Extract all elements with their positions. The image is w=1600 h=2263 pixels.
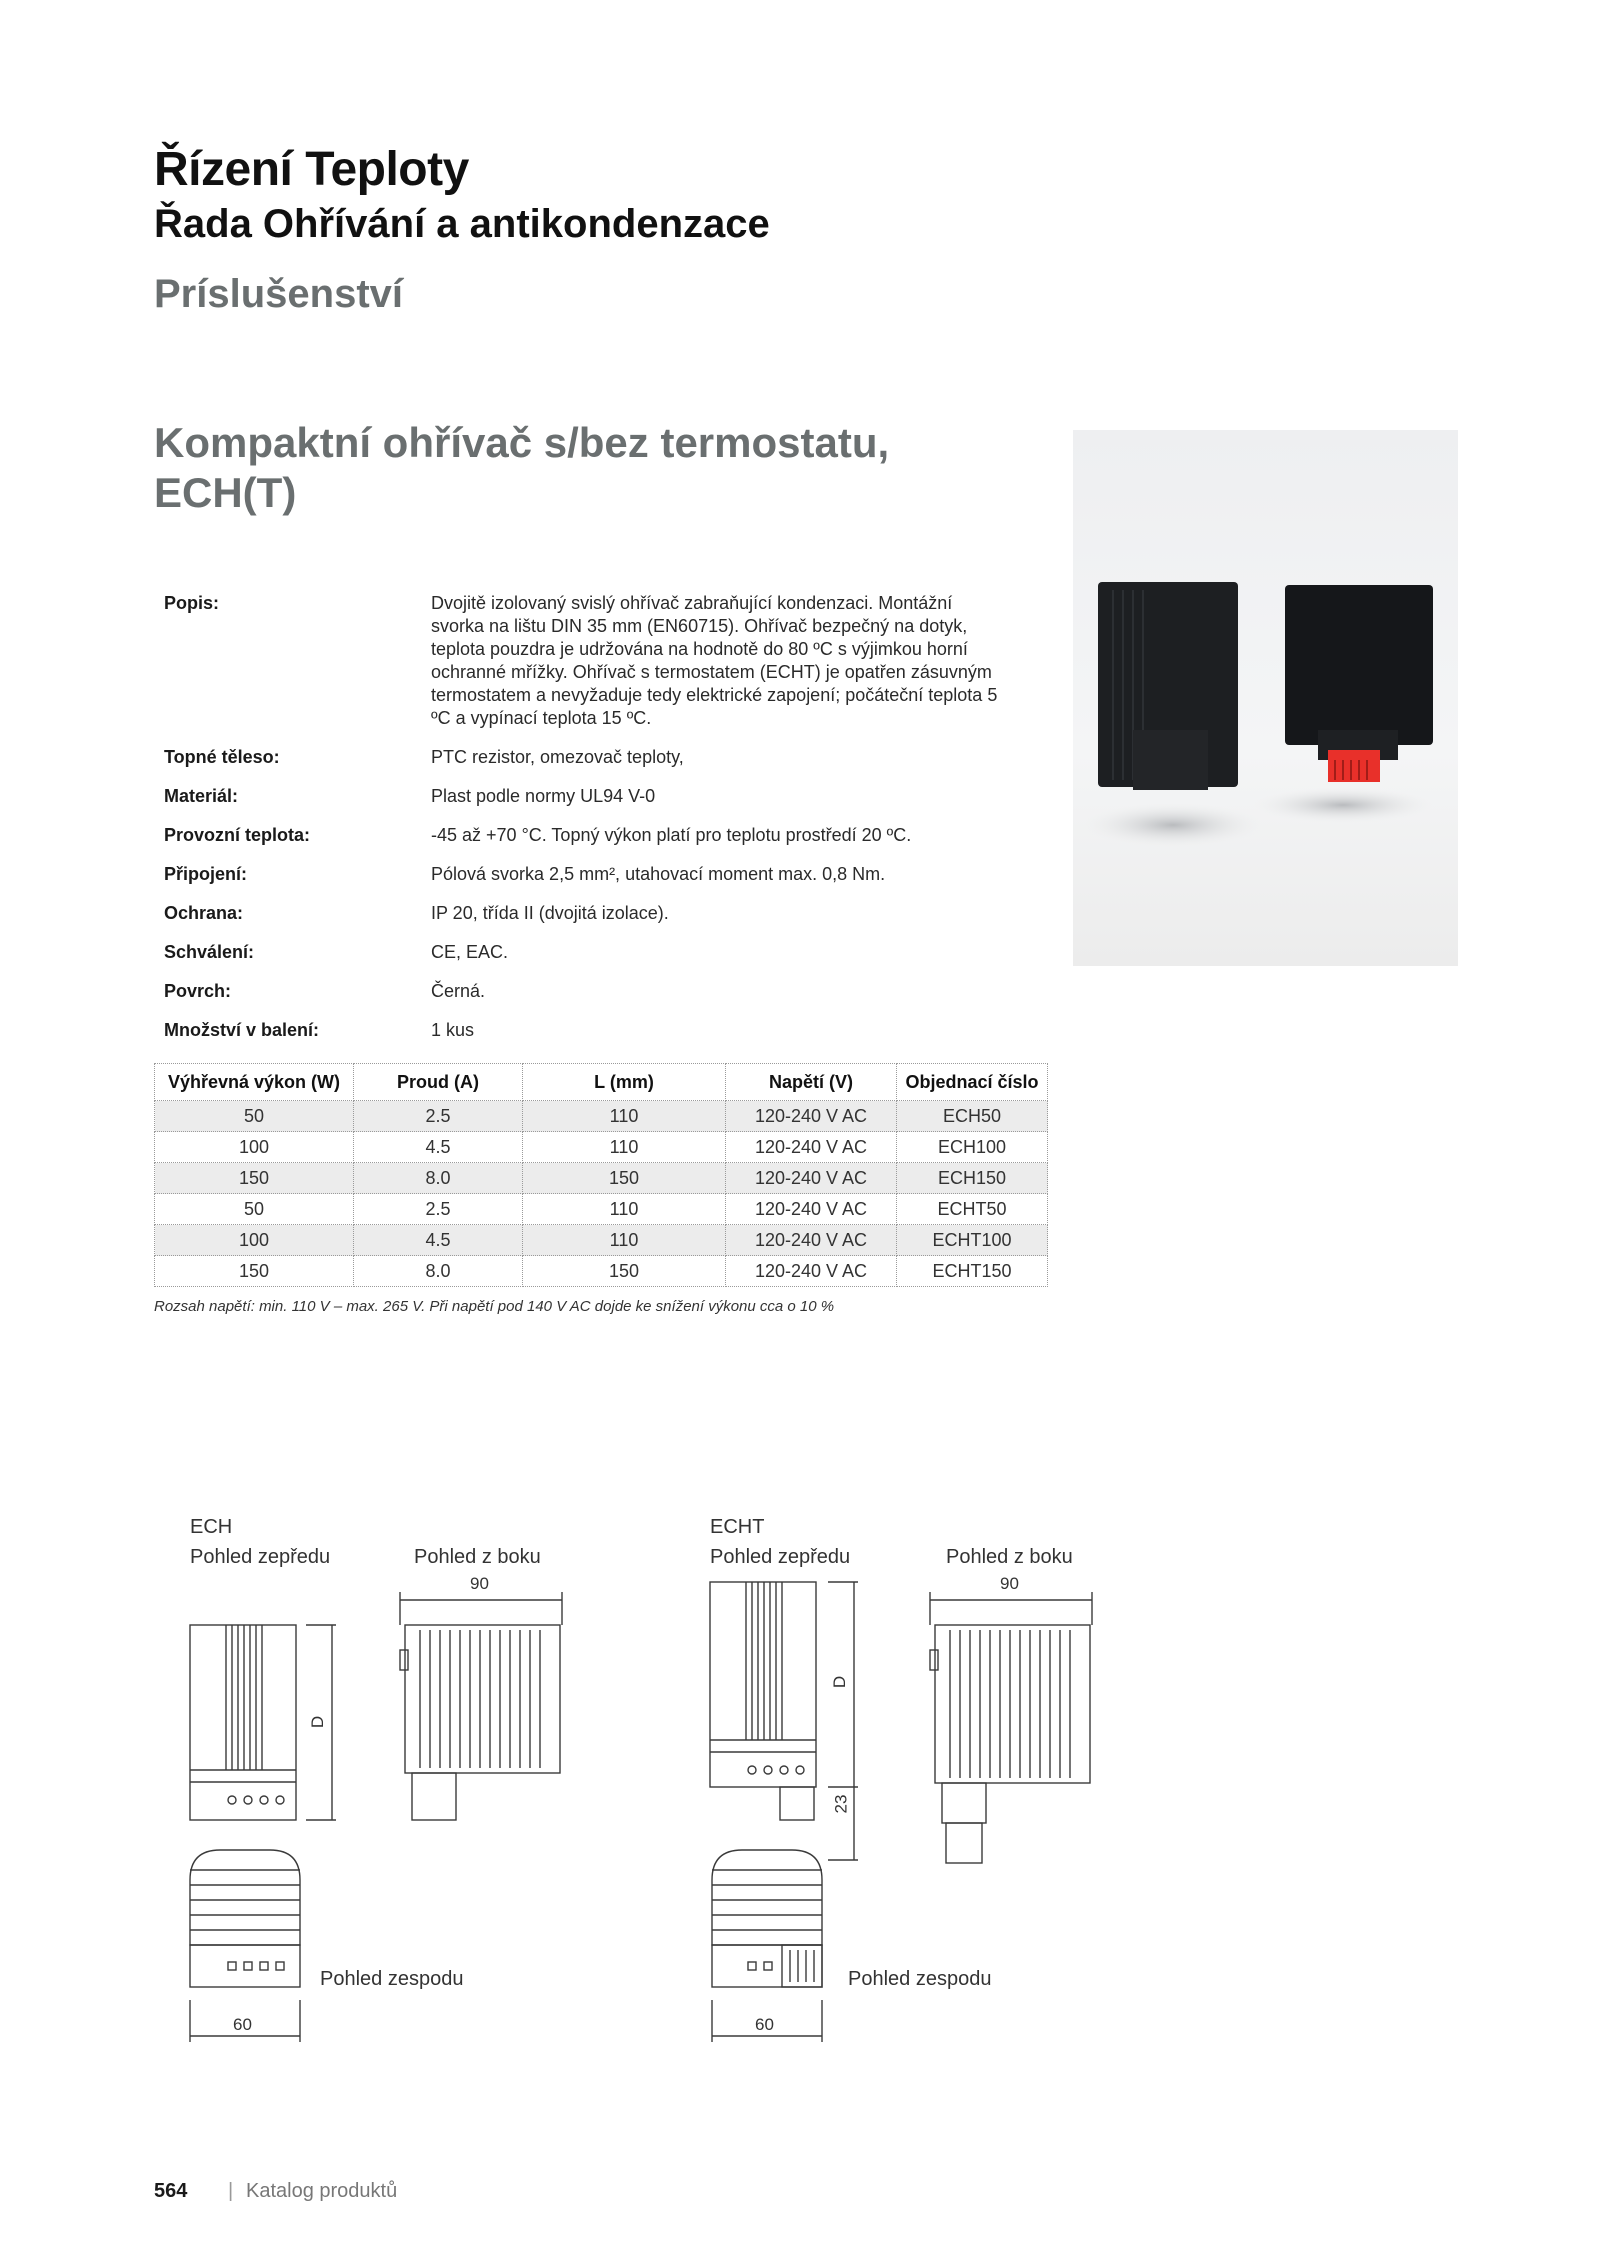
table-cell: 110: [523, 1225, 726, 1256]
section-title: Príslušenství: [154, 272, 404, 316]
spec-label: Popis:: [164, 593, 220, 613]
spec-value: CE, EAC.: [431, 942, 509, 962]
spec-value: Pólová svorka 2,5 mm², utahovací moment max. 0,8 Nm.: [431, 864, 886, 884]
table-cell: 2.5: [354, 1101, 523, 1132]
column-header: Napětí (V): [726, 1064, 897, 1101]
table-cell: 110: [523, 1194, 726, 1225]
echt-side-dimension: 90: [1000, 1574, 1019, 1593]
spec-value: IP 20, třída II (dvojitá izolace).: [431, 903, 669, 923]
echt-plug-dimension: 23: [831, 1794, 851, 1814]
table-cell: 4.5: [354, 1225, 523, 1256]
table-cell: 8.0: [354, 1256, 523, 1287]
spec-value: PTC rezistor, omezovač teploty,: [431, 747, 684, 767]
spec-label: Provozní teplota:: [164, 825, 311, 845]
spec-label: Topné těleso:: [164, 747, 280, 767]
table-cell: 150: [523, 1256, 726, 1287]
table-cell: 150: [155, 1163, 354, 1194]
table-cell: ECHT150: [897, 1256, 1048, 1287]
ech-bottom-label: Pohled zespodu: [320, 1968, 464, 1990]
echt-front-label: Pohled zepředu: [710, 1546, 851, 1568]
table-cell: 150: [155, 1256, 354, 1287]
table-cell: 120-240 V AC: [726, 1194, 897, 1225]
ech-bottom-drawing: [190, 1850, 300, 2042]
echt-side-label: Pohled z boku: [946, 1546, 1073, 1568]
spec-value: Dvojitě izolovaný svislý ohřívač zabraňující kondenzaci. Montážní svorka na lištu DIN 35 mm (EN60715). Ohřívač bezpečný na dotyk, teplota pouzdra je udržována na hodnotě do 80 ºC s výjimkou horní ochranné mřížky. Ohřívač s termostatem (ECHT) je opatřen zásuvným termostatem a nevyžaduje tedy elektrické zapojení; počáteční teplota 5 ºC a vypínací teplota 15 ºC.: [431, 593, 998, 728]
table-cell: 120-240 V AC: [726, 1101, 897, 1132]
spec-label: Množství v balení:: [164, 1020, 320, 1040]
echt-name-label: ECHT: [710, 1516, 765, 1538]
spec-label: Povrch:: [164, 981, 232, 1001]
spec-value: -45 až +70 °C. Topný výkon platí pro teplotu prostředí 20 ºC.: [431, 825, 912, 845]
series-title: Řada Ohřívání a antikondenzace: [154, 202, 770, 246]
ech-name-label: ECH: [190, 1516, 233, 1538]
echt-width-dimension: 60: [755, 2015, 774, 2034]
spec-value: Černá.: [431, 981, 486, 1001]
column-header: L (mm): [523, 1064, 726, 1101]
table-cell: ECH100: [897, 1132, 1048, 1163]
table-cell: 120-240 V AC: [726, 1225, 897, 1256]
footer-separator: |: [228, 2180, 234, 2202]
column-header: Proud (A): [354, 1064, 523, 1101]
table-cell: 100: [155, 1225, 354, 1256]
product-title: Kompaktní ohřívač s/bez termostatu, ECH(T): [154, 419, 890, 516]
echt-bottom-drawing: [712, 1850, 822, 2042]
echt-side-drawing: [930, 1592, 1092, 1863]
table-cell: ECHT100: [897, 1225, 1048, 1256]
table-cell: ECH50: [897, 1101, 1048, 1132]
column-header: Objednací číslo: [897, 1064, 1048, 1101]
table-cell: 120-240 V AC: [726, 1132, 897, 1163]
page-number: 564: [154, 2180, 188, 2202]
ech-width-dimension: 60: [233, 2015, 252, 2034]
table-cell: 110: [523, 1101, 726, 1132]
spec-value: Plast podle normy UL94 V-0: [431, 786, 656, 806]
table-cell: 120-240 V AC: [726, 1256, 897, 1287]
echt-height-dimension: D: [830, 1675, 850, 1689]
ech-height-dimension: D: [308, 1715, 328, 1729]
table-cell: 150: [523, 1163, 726, 1194]
table-cell: ECH150: [897, 1163, 1048, 1194]
ech-side-dimension: 90: [470, 1574, 489, 1593]
page-title: Řízení Teploty: [154, 143, 469, 196]
table-cell: 50: [155, 1194, 354, 1225]
spec-label: Schválení:: [164, 942, 255, 962]
column-header: Výhřevná výkon (W): [155, 1064, 354, 1101]
table-cell: 100: [155, 1132, 354, 1163]
spec-value: 1 kus: [431, 1020, 475, 1040]
voltage-note: Rozsah napětí: min. 110 V – max. 265 V. Při napětí pod 140 V AC dojde ke snížení výkonu cca o 10 %: [154, 1298, 835, 1315]
table-cell: 50: [155, 1101, 354, 1132]
table-cell: 4.5: [354, 1132, 523, 1163]
catalog-label: Katalog produktů: [246, 2180, 398, 2202]
table-cell: ECHT50: [897, 1194, 1048, 1225]
ech-side-drawing: [400, 1592, 562, 1820]
ech-side-label: Pohled z boku: [414, 1546, 541, 1568]
table-cell: 120-240 V AC: [726, 1163, 897, 1194]
table-cell: 2.5: [354, 1194, 523, 1225]
table-cell: 110: [523, 1132, 726, 1163]
spec-label: Připojení:: [164, 864, 248, 884]
echt-front-drawing: [710, 1582, 858, 1860]
echt-bottom-label: Pohled zespodu: [848, 1968, 992, 1990]
table-cell: 8.0: [354, 1163, 523, 1194]
ech-front-label: Pohled zepředu: [190, 1546, 331, 1568]
spec-label: Ochrana:: [164, 903, 244, 923]
spec-label: Materiál:: [164, 786, 239, 806]
